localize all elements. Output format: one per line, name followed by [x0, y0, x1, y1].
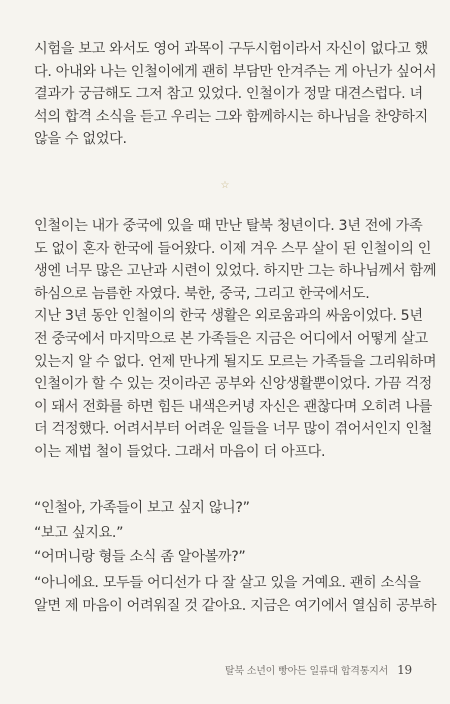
text-line: 석의 합격 소식을 듣고 우리는 그와 함께하시는 하나님을 찬양하지	[34, 108, 428, 125]
dialogue-line: “어머니랑 형들 소식 좀 알아볼까?”	[34, 549, 246, 566]
dialogue-block	[34, 496, 414, 570]
text-line: 않을 수 없었다.	[34, 131, 127, 148]
running-title: 탈북 소년이 빵아든 일류대 합격통지서	[224, 666, 389, 677]
text-line: 이는 제법 철이 들었다. 그래서 마음이 더 아프다.	[34, 443, 326, 460]
text-line: 지난 3년 동안 인철이의 한국 생활은 외로움과의 싸움이었다. 5년	[34, 308, 423, 325]
page-footer	[225, 662, 412, 677]
text-line: 인철이가 할 수 있는 것이라곤 공부와 신앙생활뿐이었다. 가끔 걱정	[34, 376, 433, 393]
dialogue-line: “보고 싶지요.”	[34, 524, 124, 541]
text-line: 더 걱정했다. 어려서부터 어려운 일들을 너무 많이 겪어서인지 인철	[34, 421, 433, 438]
text-line: 다. 아내와 나는 인철이에게 괜히 부담만 안겨주는 게 아닌가 싶어서	[34, 63, 437, 80]
paragraph-exam-result	[34, 38, 437, 151]
paragraph-inchul-story	[34, 215, 437, 464]
text-line: 도 없이 혼자 한국에 들어왔다. 이제 겨우 스무 살이 된 인철이의 인	[34, 240, 432, 257]
text-line: 하심으로 늠름한 자였다. 북한, 중국, 그리고 한국에서도.	[34, 285, 370, 302]
text-line: 생엔 너무 많은 고난과 시련이 있었다. 하지만 그는 하나님께서 함께	[34, 263, 437, 280]
text-line: 이 돼서 전화를 하면 힘든 내색은커녕 자신은 괜찮다며 오히려 나를	[34, 398, 433, 415]
paragraph-reply	[34, 572, 437, 617]
text-line: “아니에요. 모두들 어디선가 다 잘 살고 있을 거예요. 괜히 소식을	[34, 575, 421, 591]
dialogue-line: “인철아, 가족들이 보고 싶지 않니?”	[34, 500, 250, 516]
text-line: 전 중국에서 마지막으로 본 가족들은 지금은 어디에서 어떻게 살고	[34, 330, 428, 347]
page-number: 19	[397, 663, 412, 677]
text-line: 있는지 알 수 없다. 언제 만나게 될지도 모르는 가족들을 그리워하며	[34, 353, 437, 370]
section-divider-ornament: ☆	[220, 180, 230, 191]
text-line: 시험을 보고 와서도 영어 과목이 구두시험이라서 자신이 없다고 했	[34, 41, 428, 57]
text-line: 결과가 궁금해도 그저 참고 있었다. 인철이가 정말 대견스럽다. 녀	[34, 86, 423, 103]
text-line: 인철이는 내가 중국에 있을 때 만난 탈북 청년이다. 3년 전에 가족	[34, 218, 423, 234]
text-line: 알면 제 마음이 어려워질 것 같아요. 지금은 여기에서 열심히 공부하	[34, 597, 437, 614]
